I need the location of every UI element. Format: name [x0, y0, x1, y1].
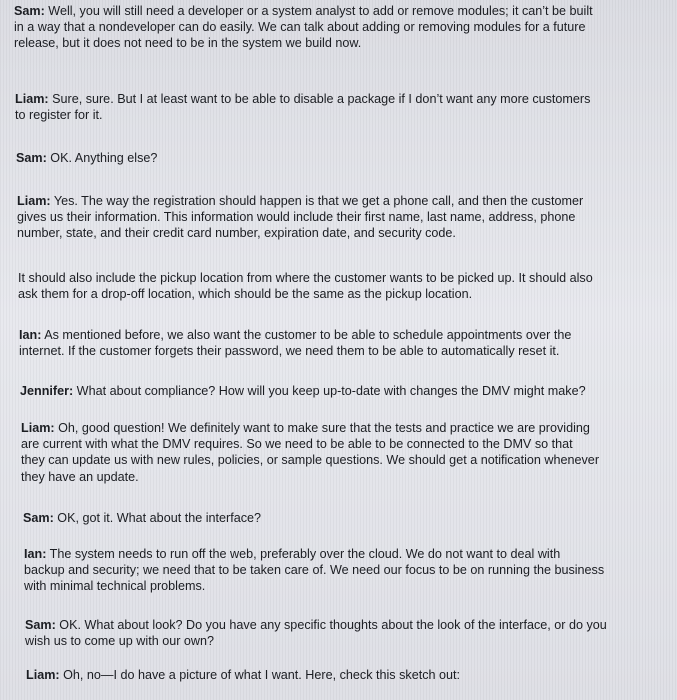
speaker-label: Sam:: [16, 151, 47, 165]
speaker-label: Jennifer:: [20, 384, 74, 398]
paragraph-line: [24, 546, 676, 562]
dialogue-paragraph-6: [19, 327, 676, 359]
speaker-label: Sam:: [23, 511, 54, 525]
dialogue-paragraph-4: [17, 193, 676, 242]
paragraph-line: [23, 510, 676, 526]
dialogue-paragraph-11: [25, 617, 676, 649]
line-text: OK. Anything else?: [46, 151, 158, 165]
line-text: OK, got it. What about the interface?: [53, 511, 262, 525]
speaker-label: Liam:: [21, 421, 55, 435]
paragraph-line: [20, 383, 676, 399]
paragraph-line: in a way that a nondeveloper can do easily. We can talk about adding or removing modules for a future: [14, 20, 586, 35]
speaker-label: Ian:: [19, 328, 42, 342]
paragraph-line: they can update us with new rules, policies, or sample questions. We should get a notification whenever: [21, 453, 600, 468]
line-text: The system needs to run off the web, preferably over the cloud. We do not want to deal with: [46, 547, 561, 561]
paragraph-line: [14, 3, 677, 19]
line-text: As mentioned before, we also want the customer to be able to schedule appointments over the: [41, 328, 572, 342]
dialogue-paragraph-3: [16, 150, 676, 166]
speaker-label: Liam:: [17, 194, 51, 208]
paragraph-line: to register for it.: [15, 108, 103, 123]
paragraph-line: [17, 193, 676, 209]
dialogue-paragraph-10: [24, 546, 676, 595]
line-text: Sure, sure. But I at least want to be able to disable a package if I don’t want any more customers: [48, 92, 591, 106]
dialogue-paragraph-12: [26, 667, 676, 683]
line-text: OK. What about look? Do you have any specific thoughts about the look of the interface, or do you: [55, 618, 607, 632]
line-text: Yes. The way the registration should happen is that we get a phone call, and then the customer: [50, 194, 584, 208]
speaker-label: Sam:: [14, 4, 45, 18]
paragraph-line: [26, 667, 676, 683]
paragraph-line: [16, 150, 676, 166]
paragraph-line: gives us their information. This information would include their first name, last name, address, phone: [17, 210, 576, 225]
paragraph-line: internet. If the customer forgets their password, we need them to be able to automatically reset it.: [19, 344, 560, 359]
paragraph-line: are current with what the DMV requires. So we need to be able to be connected to the DMV so that: [21, 437, 573, 452]
paragraph-line: release, but it does not need to be in the system we build now.: [14, 36, 362, 51]
paragraph-line: ask them for a drop-off location, which should be the same as the pickup location.: [18, 287, 473, 302]
line-text: Oh, good question! We definitely want to make sure that the tests and practice we are providing: [54, 421, 590, 435]
dialogue-paragraph-8: [21, 420, 676, 485]
paragraph-line: wish us to come up with our own?: [25, 634, 214, 649]
speaker-label: Liam:: [15, 92, 49, 106]
dialogue-paragraph-7: [20, 383, 676, 399]
dialogue-paragraph-5: [18, 270, 676, 302]
dialogue-paragraph-1: [14, 3, 677, 52]
speaker-label: Sam:: [25, 618, 56, 632]
paragraph-line: number, state, and their credit card number, expiration date, and security code.: [17, 226, 456, 241]
paragraph-line: with minimal technical problems.: [24, 579, 206, 594]
line-text: What about compliance? How will you keep up-to-date with changes the DMV might make?: [73, 384, 586, 398]
speaker-label: Ian:: [24, 547, 47, 561]
paragraph-line: [21, 420, 676, 436]
line-text: Oh, no—I do have a picture of what I want. Here, check this sketch out:: [59, 668, 460, 682]
dialogue-paragraph-2: [15, 91, 677, 123]
paragraph-line: [25, 617, 676, 633]
paragraph-line: [15, 91, 677, 107]
paragraph-line: they have an update.: [21, 469, 139, 484]
speaker-label: Liam:: [26, 668, 60, 682]
dialogue-paragraph-9: [23, 510, 676, 526]
paragraph-line: It should also include the pickup location from where the customer wants to be picked up. It should also: [18, 271, 593, 285]
paragraph-line: backup and security; we need that to be taken care of. We need our focus to be on running the business: [24, 563, 605, 578]
line-text: Well, you will still need a developer or a system analyst to add or remove modules; it can’t be built: [44, 4, 593, 18]
paragraph-line: [19, 327, 676, 343]
